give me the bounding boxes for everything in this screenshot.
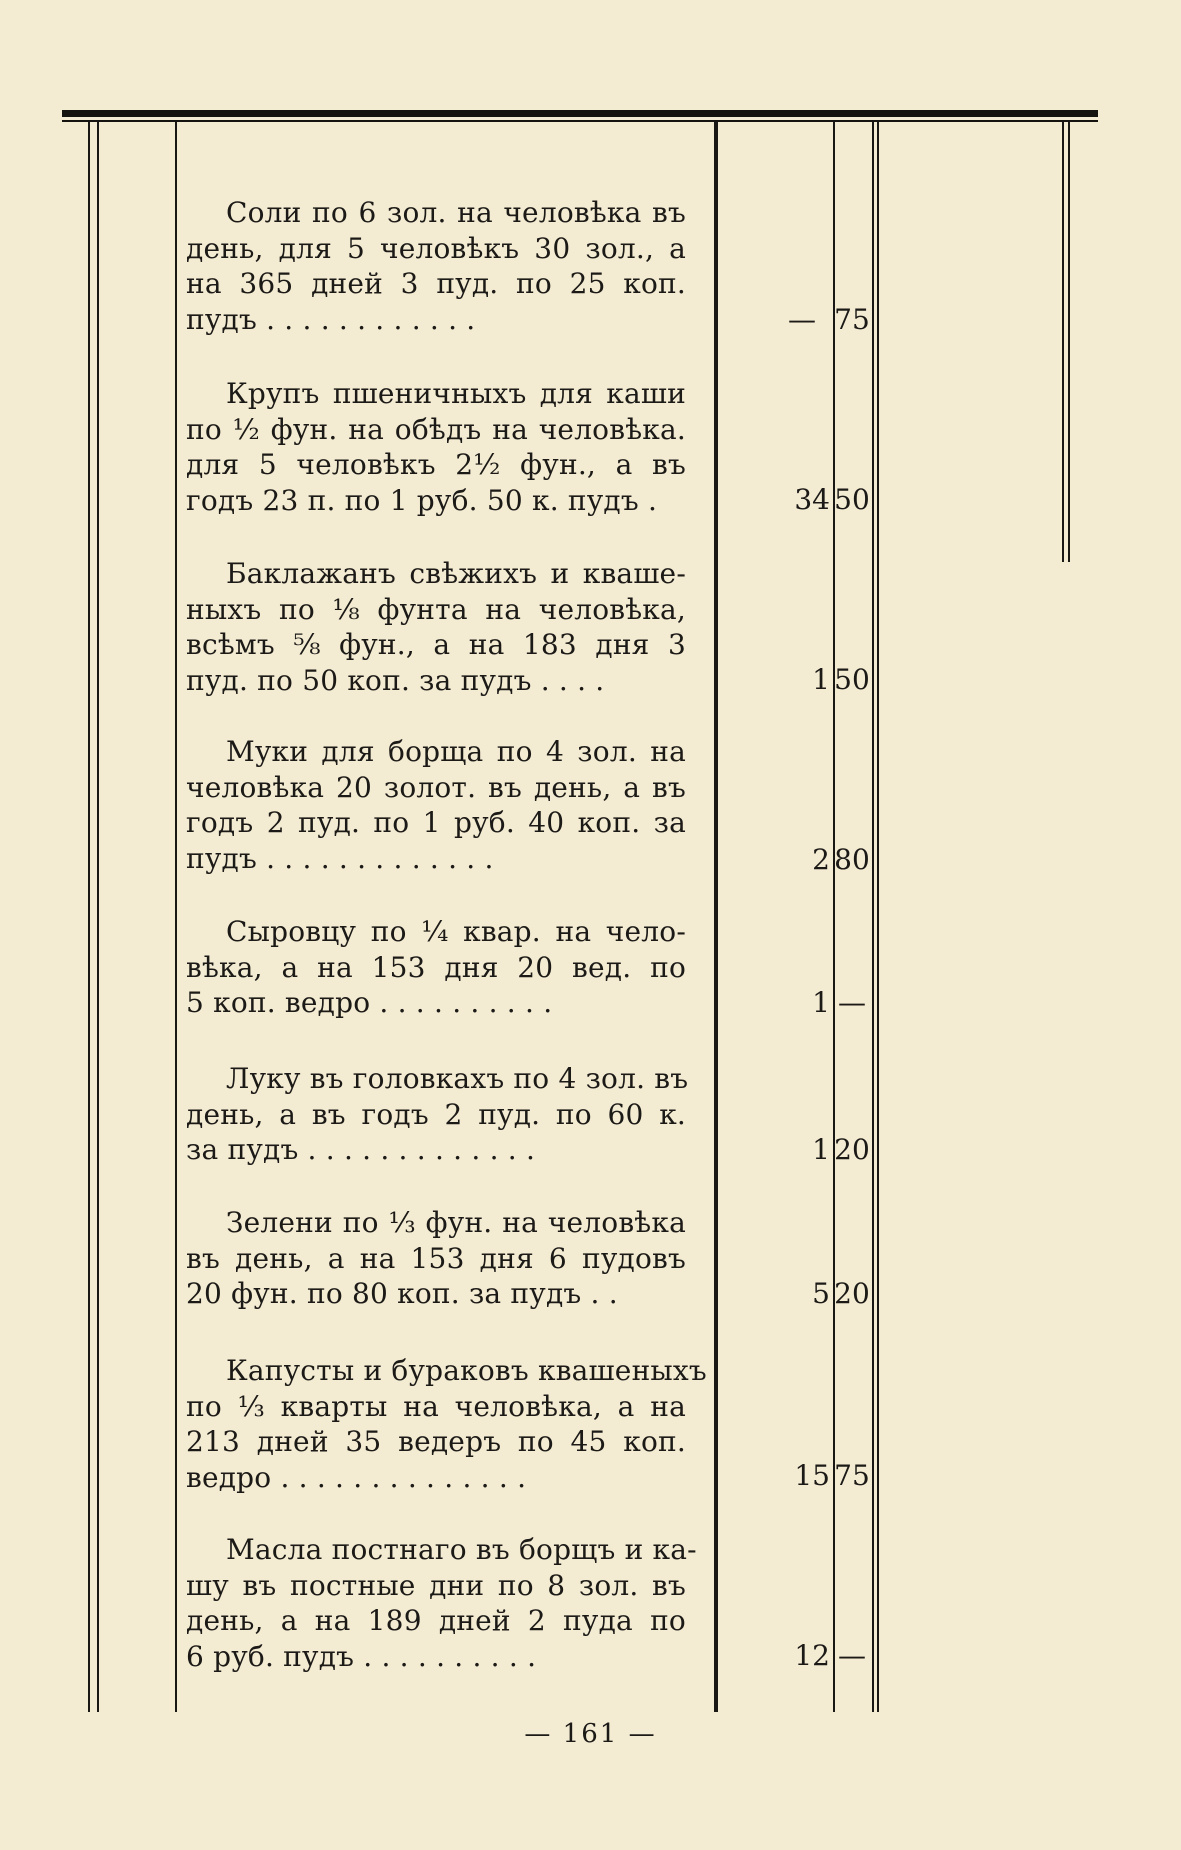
- amount-rubles: 12: [794, 1639, 830, 1672]
- amount-rubles: 1: [812, 663, 830, 696]
- ledger-entry: [186, 1061, 689, 1168]
- entry-text-line: годъ 23 п. по 1 руб. 50 к. пудъ .: [186, 483, 658, 517]
- entry-text-line: Баклажанъ свѣжихъ и кваше-: [226, 557, 686, 590]
- entry-text-line: Капусты и бураковъ квашеныхъ: [226, 1354, 707, 1387]
- right-border-line-outer: [1062, 122, 1064, 562]
- entry-text-line: пуд. по 50 коп. за пудъ . . . .: [186, 663, 605, 697]
- entry-text-line: ныхъ по ⅛ фунта на человѣка,: [186, 592, 686, 626]
- ledger-entry: [186, 734, 686, 876]
- amount-kopecks: 50: [834, 483, 870, 516]
- entry-text-line: пудъ . . . . . . . . . . . . .: [186, 841, 494, 875]
- amount-kopecks: 20: [834, 1133, 870, 1166]
- left-border-line: [88, 122, 90, 1712]
- entry-text-line: 6 руб. пудъ . . . . . . . . . .: [186, 1639, 537, 1673]
- entry-text-line: по ½ фун. на обѣдъ на человѣка.: [186, 412, 686, 446]
- entry-text-line: Зелени по ⅓ фун. на человѣка: [226, 1206, 686, 1239]
- ledger-entry: [186, 376, 686, 518]
- ledger-entry: [186, 556, 686, 698]
- ledger-entry: [186, 1205, 686, 1312]
- entry-text-line: Сыровцу по ¼ квар. на чело-: [226, 915, 686, 948]
- entry-text-line: шу въ постные дни по 8 зол. въ: [186, 1568, 686, 1602]
- ledger-entry: [186, 195, 686, 337]
- entry-text-line: день, а на 189 дней 2 пуда по: [186, 1604, 686, 1637]
- text-column-left-line: [175, 122, 177, 1712]
- right-border-line: [877, 122, 879, 1712]
- amount-rubles: 1: [812, 1133, 830, 1166]
- entry-text-line: 213 дней 35 ведеръ по 45 коп.: [186, 1425, 686, 1458]
- ledger-entry: [186, 1532, 697, 1674]
- amount-rubles: 2: [812, 843, 830, 876]
- ledger-entry: [186, 1353, 707, 1495]
- ledger-entry: [186, 914, 686, 1021]
- amount-kopecks: —: [838, 986, 866, 1019]
- amount-kopecks: 75: [834, 1459, 870, 1492]
- entry-text-line: 5 коп. ведро . . . . . . . . . .: [186, 986, 553, 1019]
- entry-text-line: Крупъ пшеничныхъ для каши: [226, 377, 686, 410]
- amount-kopecks: 80: [834, 843, 870, 876]
- top-rule-thin: [62, 120, 1098, 122]
- entry-text-line: Муки для борща по 4 зол. на: [226, 735, 686, 768]
- entry-text-line: день, а въ годъ 2 пуд. по 60 к.: [186, 1097, 686, 1131]
- amount-kopecks: 75: [834, 303, 870, 336]
- entry-text-line: ведро . . . . . . . . . . . . . .: [186, 1460, 527, 1494]
- entry-text-line: для 5 человѣкъ 2½ фун., а въ: [186, 448, 686, 481]
- entry-text-line: въ день, а на 153 дня 6 пудовъ: [186, 1241, 686, 1275]
- top-rule: [62, 110, 1098, 117]
- entry-text-line: человѣка 20 золот. въ день, а въ: [186, 770, 686, 804]
- kop-column-right-line: [872, 122, 874, 1712]
- entry-text-line: всѣмъ ⅝ фун., а на 183 дня 3: [186, 628, 686, 661]
- amount-rubles: 5: [812, 1277, 830, 1310]
- entry-text-line: Луку въ головкахъ по 4 зол. въ: [226, 1062, 689, 1095]
- amount-rubles: 15: [794, 1459, 830, 1492]
- entry-text-line: 20 фун. по 80 коп. за пудъ . .: [186, 1277, 618, 1310]
- page-number: — 161 —: [524, 1719, 657, 1749]
- left-border-line-inner: [97, 122, 99, 1712]
- entry-text-line: вѣка, а на 153 дня 20 вед. по: [186, 950, 686, 984]
- amount-rubles: —: [788, 303, 816, 336]
- right-border-line-outer2: [1068, 122, 1070, 562]
- amount-kopecks: 20: [834, 1277, 870, 1310]
- entry-text-line: день, для 5 человѣкъ 30 зол., а: [186, 231, 686, 265]
- amount-kopecks: —: [838, 1639, 866, 1672]
- entry-text-line: по ⅓ кварты на человѣка, а на: [186, 1389, 686, 1423]
- entry-text-line: за пудъ . . . . . . . . . . . . .: [186, 1133, 536, 1166]
- amount-rubles: 1: [812, 986, 830, 1019]
- entry-text-line: пудъ . . . . . . . . . . . .: [186, 302, 476, 336]
- entry-text-line: Масла постнаго въ борщъ и ка-: [226, 1533, 697, 1566]
- amount-kopecks: 50: [834, 663, 870, 696]
- entry-text-line: на 365 дней 3 пуд. по 25 коп.: [186, 267, 686, 300]
- entry-text-line: годъ 2 пуд. по 1 руб. 40 коп. за: [186, 806, 686, 839]
- amount-rubles: 34: [794, 483, 830, 516]
- entry-text-line: Соли по 6 зол. на человѣка въ: [226, 196, 686, 229]
